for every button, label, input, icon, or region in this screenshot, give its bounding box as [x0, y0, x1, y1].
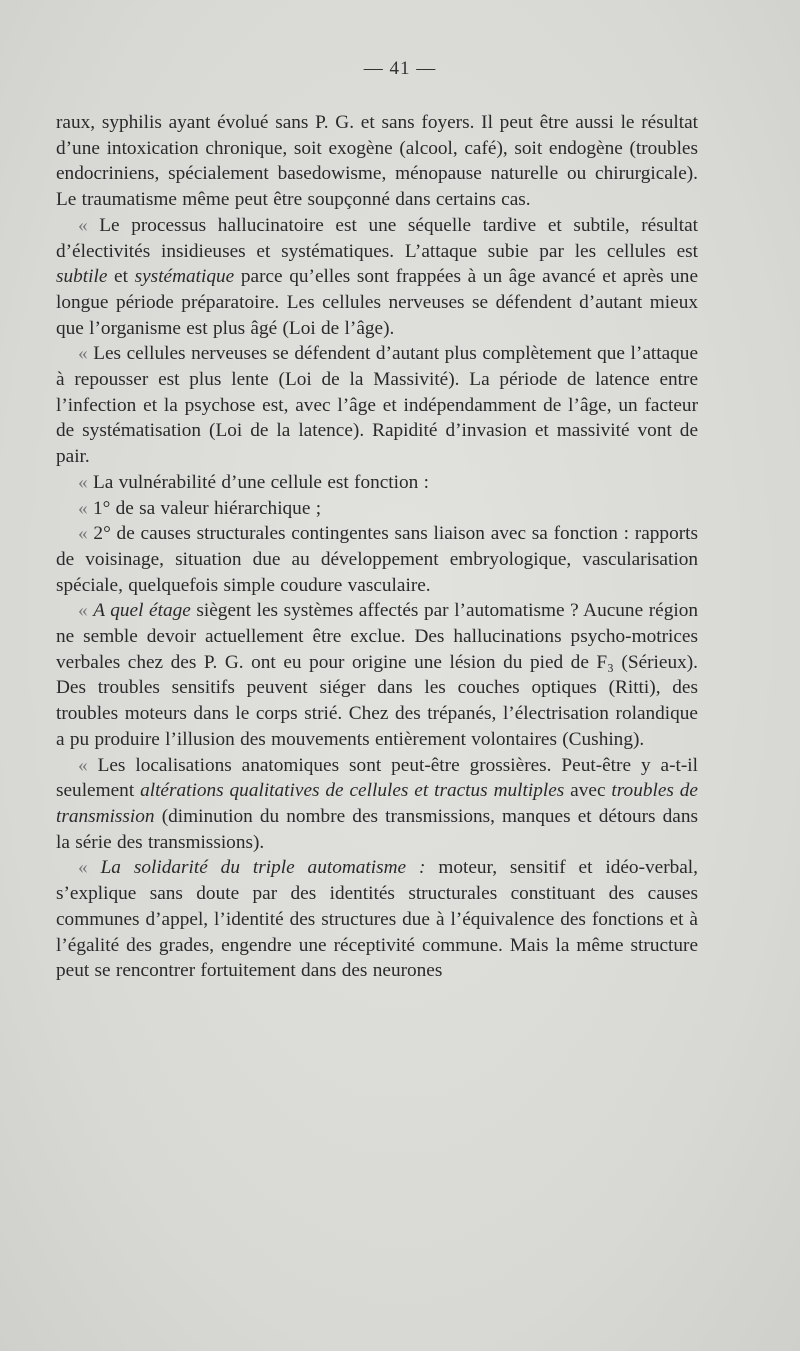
opening-quote: « — [78, 600, 94, 622]
text-run: Les localisations anatomiques sont peut-être grossières. Peut-être y a-t-il seulement — [56, 754, 698, 802]
text-run: et — [107, 266, 135, 288]
opening-quote: « — [78, 857, 101, 879]
paragraph — [56, 213, 698, 342]
italic-text: La solidarité du triple automatisme : — [100, 857, 426, 879]
text-run: parce qu’elles sont frappées à un âge avancé et après une longue période préparatoire. Les cellules nerveuses se défendent d’autant mieux que l’organisme est plus âgé (Loi de l’âge). — [56, 266, 699, 339]
text-run: La vulnérabilité d’une cellule est fonction : — [92, 471, 429, 493]
opening-quote: « — [78, 471, 93, 493]
page-number: — 41 — — [363, 58, 437, 79]
text-run: siègent les systèmes affectés par l’automatisme ? Aucune région ne semble devoir actuellement être exclue. Des hallucinations psycho-motrices verbales chez des P. G. ont eu pour origine une lésion du pied de F₃ (Sérieux). Des troubles sensitifs peuvent siéger dans les couches optiques (Ritti), des troubles moteurs dans le corps strié. Chez des trépanés, l’électrisation rolandique a pu produire l’illusion des mouvements entièrement volontaires (Cushing). — [56, 600, 698, 750]
text-run: moteur, sensitif et idéo-verbal, s’explique sans doute par des identités structurales constituant des causes communes d’appel, l’identité des structures due à l’équivalence des fonctions et à l’égalité des grades, engendre une réceptivité commune. Mais la même structure peut se rencontrer fortuitement dans des neurones — [56, 857, 698, 982]
italic-text: systématique — [134, 266, 235, 288]
body-text — [56, 110, 698, 984]
text-run: Le processus hallucinatoire est une séquelle tardive et subtile, résultat d’électivités insidieuses et systématiques. L’attaque subie par les cellules est — [56, 214, 698, 262]
opening-quote: « — [78, 343, 94, 365]
text-run: Les cellules nerveuses se défendent d’autant plus complètement que l’attaque à repousser est plus lente (Loi de la Massivité). La période de latence entre l’infection et la psychose est, avec l’âge et indépendamment de l’âge, un facteur de systématisation (Loi de la latence). Rapidité d’invasion et massivité vont de pair. — [56, 343, 698, 468]
text-run: (diminution du nombre des transmissions, manques et détours dans la série des transmissions). — [56, 805, 698, 853]
paragraph — [56, 753, 698, 856]
paragraph — [56, 470, 698, 496]
paragraph — [56, 598, 698, 752]
italic-text: troubles de transmission — [56, 780, 698, 827]
opening-quote: « — [78, 214, 100, 236]
opening-quote: « — [78, 523, 94, 545]
paragraph — [56, 496, 698, 522]
paragraph — [56, 855, 698, 984]
italic-text: subtile — [56, 266, 108, 288]
text-run: 2° de causes structurales contingentes sans liaison avec sa fonction : rapports de voisinage, situation due au développement embryologique, vascularisation spéciale, quelquefois simple coudure vasculaire. — [56, 523, 698, 596]
paragraph — [56, 341, 698, 470]
paragraph — [56, 110, 698, 213]
opening-quote: « — [78, 497, 93, 519]
text-run: raux, syphilis ayant évolué sans P. G. et sans foyers. Il peut être aussi le résultat d’une intoxication chronique, soit exogène (alcool, café), soit endogène (troubles endocriniens, spécialement basedowisme, ménopause naturelle ou chirurgicale). Le traumatisme même peut être soupçonné dans certains cas. — [56, 112, 698, 211]
italic-text: altérations qualitatives de cellules et tractus multiples — [140, 780, 565, 802]
italic-text: A quel étage — [93, 600, 191, 622]
text-run: 1° de sa valeur hiérarchique ; — [92, 497, 322, 519]
text-run: avec — [564, 780, 612, 802]
opening-quote: « — [78, 754, 98, 776]
paragraph — [56, 521, 698, 598]
